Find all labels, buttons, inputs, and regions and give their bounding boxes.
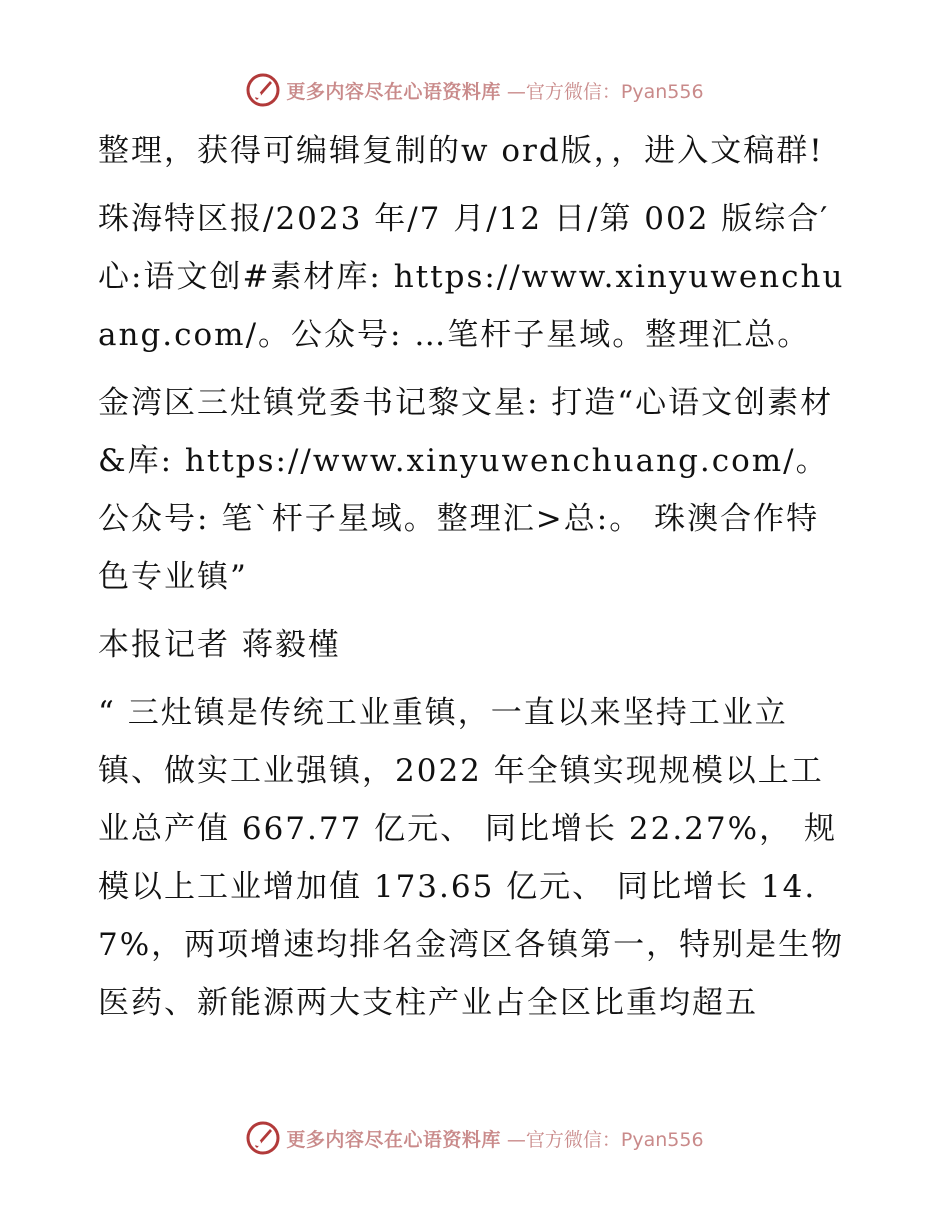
document-body — [98, 122, 850, 1032]
watermark-text: 更多内容尽在心语资料库 — [286, 80, 501, 103]
paragraph-intro: 整理，获得可编辑复制的w ord版，，进入文稿群! — [98, 133, 824, 169]
footer-watermark — [0, 1118, 950, 1158]
watermark-text: 更多内容尽在心语资料库 — [286, 1128, 501, 1151]
paragraph-source: 珠海特区报/2023 年/7 月/12 日/第 002 版综合′心:语文创#素材库: https://www.xinyuwenchuang.com/。公众号: …笔杆子星域。整理汇总。 — [98, 201, 845, 353]
watermark-wechat: —官方微信：Pyan556 — [506, 1128, 704, 1151]
quill-logo-icon — [246, 1121, 280, 1155]
header-watermark — [0, 70, 950, 110]
paragraph-body: “ 三灶镇是传统工业重镇，一直以来坚持工业立镇、做实工业强镇，2022 年全镇实现规模以上工业总产值 667.77 亿元、 同比增长 22.27%， 规模以上工业增加值 173.65 亿元、 同比增长 14.7%，两项增速均排名金湾区各镇第一，特别是生物医药、新能源两大支柱产业占全区比重均超五 — [98, 695, 845, 1021]
watermark-wechat: —官方微信：Pyan556 — [506, 80, 704, 103]
paragraph-headline: 金湾区三灶镇党委书记黎文星: 打造“心语文创素材&库: https://www.xinyuwenchuang.com/。公众号: 笔`杆子星域。整理汇>总:。 珠澳合作特色专业镇” — [98, 385, 834, 595]
quill-logo-icon — [246, 73, 280, 107]
paragraph-byline: 本报记者 蒋毅槿 — [98, 627, 341, 663]
